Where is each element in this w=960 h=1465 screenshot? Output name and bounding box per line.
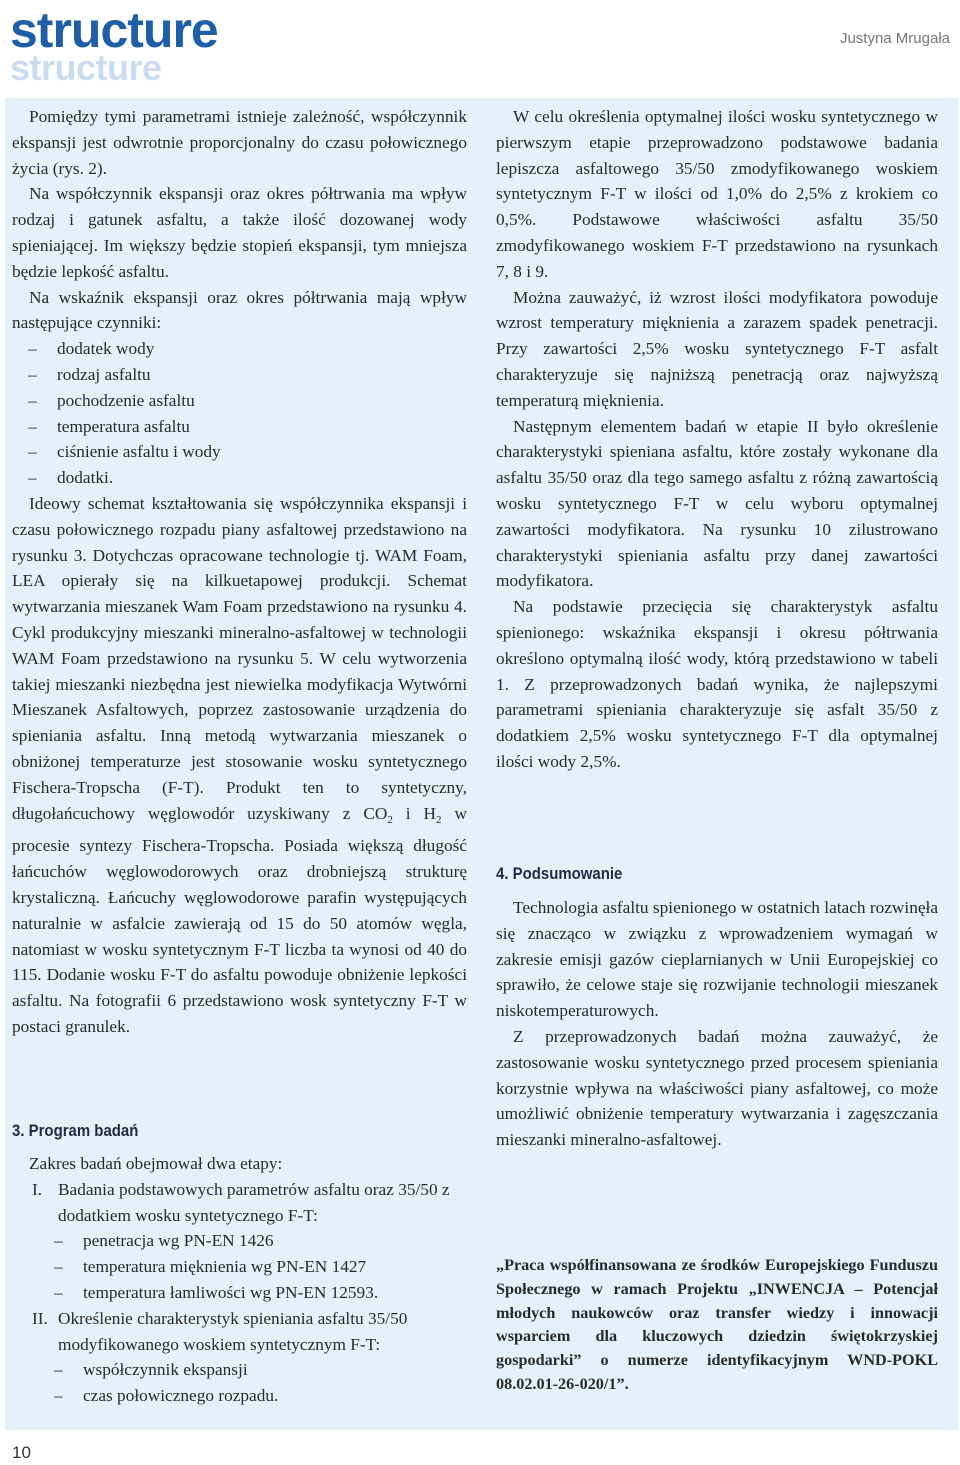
stage-text: Określenie charakterystyk spieniania asfaltu 35/50 modyfikowanego woskiem syntetycznym F-T: bbox=[58, 1308, 408, 1354]
paragraph: Na podstawie przecięcia się charakterystyk asfaltu spienionego: wskaźnika ekspansji i okresu półtrwania określono optymalną ilość wody, którą przedstawiono w tabeli 1. Z przeprowadzonych badań wynika, że najlepszymi parametrami spieniania charakteryzuje się asfalt 35/50 z dodatkiem 2,5% wosku syntetycznego F-T dla optymalnej ilości wody 2,5%. bbox=[496, 597, 938, 771]
paragraph: Na współczynnik ekspansji oraz okres półtrwania ma wpływ rodzaj i gatunek asfaltu, a także ilość dozowanej wody spieniającej. Im większy będzie stopień ekspansji, tym mniejsza będzie lepkość asfaltu. bbox=[12, 184, 467, 281]
stage-number: II. bbox=[32, 1308, 48, 1328]
list-item: – czas połowicznego rozpadu. bbox=[12, 1383, 467, 1409]
subscript: 2 bbox=[387, 813, 393, 826]
paragraph-text: i H bbox=[392, 803, 437, 823]
list-item: – współczynnik ekspansji bbox=[12, 1357, 467, 1383]
journal-logo bbox=[10, 2, 280, 92]
right-column bbox=[496, 104, 938, 775]
list-item: – temperatura asfaltu bbox=[12, 414, 467, 440]
logo-text: structure bbox=[10, 2, 218, 58]
list-item: – ciśnienie asfaltu i wody bbox=[12, 439, 467, 465]
paragraph: W celu określenia optymalnej ilości wosku syntetycznego w pierwszym etapie przeprowadzono podstawowe badania lepiszcza asfaltowego 35/50 zmodyfikowanego woskiem syntetycznym F-T w ilości od 1,0% do 2,5% z krokiem co 0,5%. Podstawowe właściwości asfaltu 35/50 zmodyfikowanego woskiem F-T przedstawiono na rysunkach 7, 8 i 9. bbox=[496, 107, 938, 281]
list-item: – pochodzenie asfaltu bbox=[12, 388, 467, 414]
list-item: – dodatek wody bbox=[12, 336, 467, 362]
list-item: – penetracja wg PN-EN 1426 bbox=[12, 1228, 467, 1254]
section-heading: 3. Program badań bbox=[12, 1121, 139, 1140]
paragraph: Można zauważyć, iż wzrost ilości modyfikatora powoduje wzrost temperatury mięknienia a zarazem spadek penetracji. Przy zawartości 2,5% wosku syntetycznego F-T asfalt charakteryzuje się najniższą penetracją oraz najwyższą temperaturą mięknienia. bbox=[496, 287, 938, 410]
paragraph: Zakres badań obejmował dwa etapy: bbox=[29, 1154, 283, 1173]
paragraph-text: Ideowy schemat kształtowania się współczynnika ekspansji i czasu połowicznego rozpadu piany asfaltowej przedstawiono na rysunku 3. Dotychczas opracowane technologie tj. WAM Foam, LEA opierały się na kilkuetapowej produkcji. Schemat wytwarzania mieszanek Wam Foam przedstawiono na rysunku 4. Cykl produkcyjny mieszanki mineralno-asfaltowej w technologii WAM Foam przedstawiono na rysunku 5. W celu wytworzenia takiej mieszanki niezbędna jest niewielka modyfikacja Wytwórni Mieszanek Asfaltowych, poprzez zastosowanie urządzenia do spieniania asfaltu. Inną metodą wytwarzania mieszanek o obniżonej temperaturze jest stosowanie wosku syntetycznego Fischera-Tropscha (F-T). Produkt ten to syntetyczny, długołańcuchowy węglowodór uzyskiwany z CO bbox=[12, 493, 467, 823]
subscript: 2 bbox=[436, 813, 442, 826]
paragraph-text: w procesie syntezy Fischera-Tropscha. Posiada większą długość łańcuchów węglowodorowych oraz drobniejszą strukturę krystaliczną. Łańcuchy węglowodorowe parafin występujących naturalnie w asfalcie zawierają od 15 do 50 atomów węgla, natomiast w wosku syntetycznym F-T liczba ta wynosi od 40 do 115. Dodanie wosku F-T do asfaltu powoduje obniżenie lepkości asfaltu. Na fotografii 6 przedstawiono wosk syntetyczny F-T w postaci granulek. bbox=[12, 803, 467, 1036]
section-heading: 4. Podsumowanie bbox=[496, 864, 623, 883]
stage-number: I. bbox=[32, 1179, 43, 1199]
funding-note: „Praca współfinansowana ze środków Europejskiego Funduszu Społecznego w ramach Projektu „INWENCJA – Potencjał młodych naukowców oraz transfer wiedzy i innowacji wsparciem dla kluczowych dziedzin świętokrzyskiej gospodarki” o numerze identyfikacyjnym WND-POKL 08.02.01-26-020/1”. bbox=[496, 1256, 938, 1393]
paragraph: Z przeprowadzonych badań można zauważyć, że zastosowanie wosku syntetycznego przed procesem spieniania korzystnie wpływa na właściwości piany asfaltowej, co może umożliwić obniżenie temperatury wytwarzania i zagęszczania mieszanki mineralno-asfaltowej. bbox=[496, 1026, 938, 1150]
paragraph: Na wskaźnik ekspansji oraz okres półtrwania mają wpływ następujące czynniki: bbox=[12, 287, 467, 333]
author-name: Justyna Mrugała bbox=[839, 30, 950, 47]
left-column bbox=[12, 104, 467, 1040]
list-item: – dodatki. bbox=[12, 465, 467, 491]
list-item: – temperatura mięknienia wg PN-EN 1427 bbox=[12, 1254, 467, 1280]
factor-list bbox=[12, 336, 467, 491]
paragraph: Następnym elementem badań w etapie II było określenie charakterystyki spieniana asfaltu, które zostały wykonane dla asfaltu 35/50 oraz dla tego samego asfaltu z różną zawartością wosku syntetycznego F-T w celu wyboru optymalnej zawartości modyfikatora. Na rysunku 10 zilustrowano charakterystyki spieniania asfaltu przy danej zawartości modyfikatora. bbox=[496, 416, 938, 591]
paragraph bbox=[12, 491, 467, 1040]
stage-item bbox=[12, 1177, 467, 1229]
research-program bbox=[12, 1151, 467, 1409]
page-number: 10 bbox=[12, 1443, 31, 1462]
paragraph: Technologia asfaltu spienionego w ostatnich latach rozwinęła się znacząco w związku z wprowadzeniem wymagań w zakresie emisji gazów cieplarnianych w Unii Europejskiej co sprawiło, że celowe staje się rozwijanie technologii mieszanek niskotemperaturowych. bbox=[496, 898, 938, 1021]
list-item: – rodzaj asfaltu bbox=[12, 362, 467, 388]
paragraph: Pomiędzy tymi parametrami istnieje zależność, współczynnik ekspansji jest odwrotnie proporcjonalny do czasu połowicznego życia (rys. 2). bbox=[12, 107, 467, 178]
list-item: – temperatura łamliwości wg PN-EN 12593. bbox=[12, 1280, 467, 1306]
stage-text: Badania podstawowych parametrów asfaltu oraz 35/50 z dodatkiem wosku syntetycznego F-T: bbox=[58, 1179, 450, 1225]
logo-shadow-text: structure bbox=[10, 47, 162, 88]
stage-item bbox=[12, 1306, 467, 1358]
summary bbox=[496, 895, 938, 1153]
